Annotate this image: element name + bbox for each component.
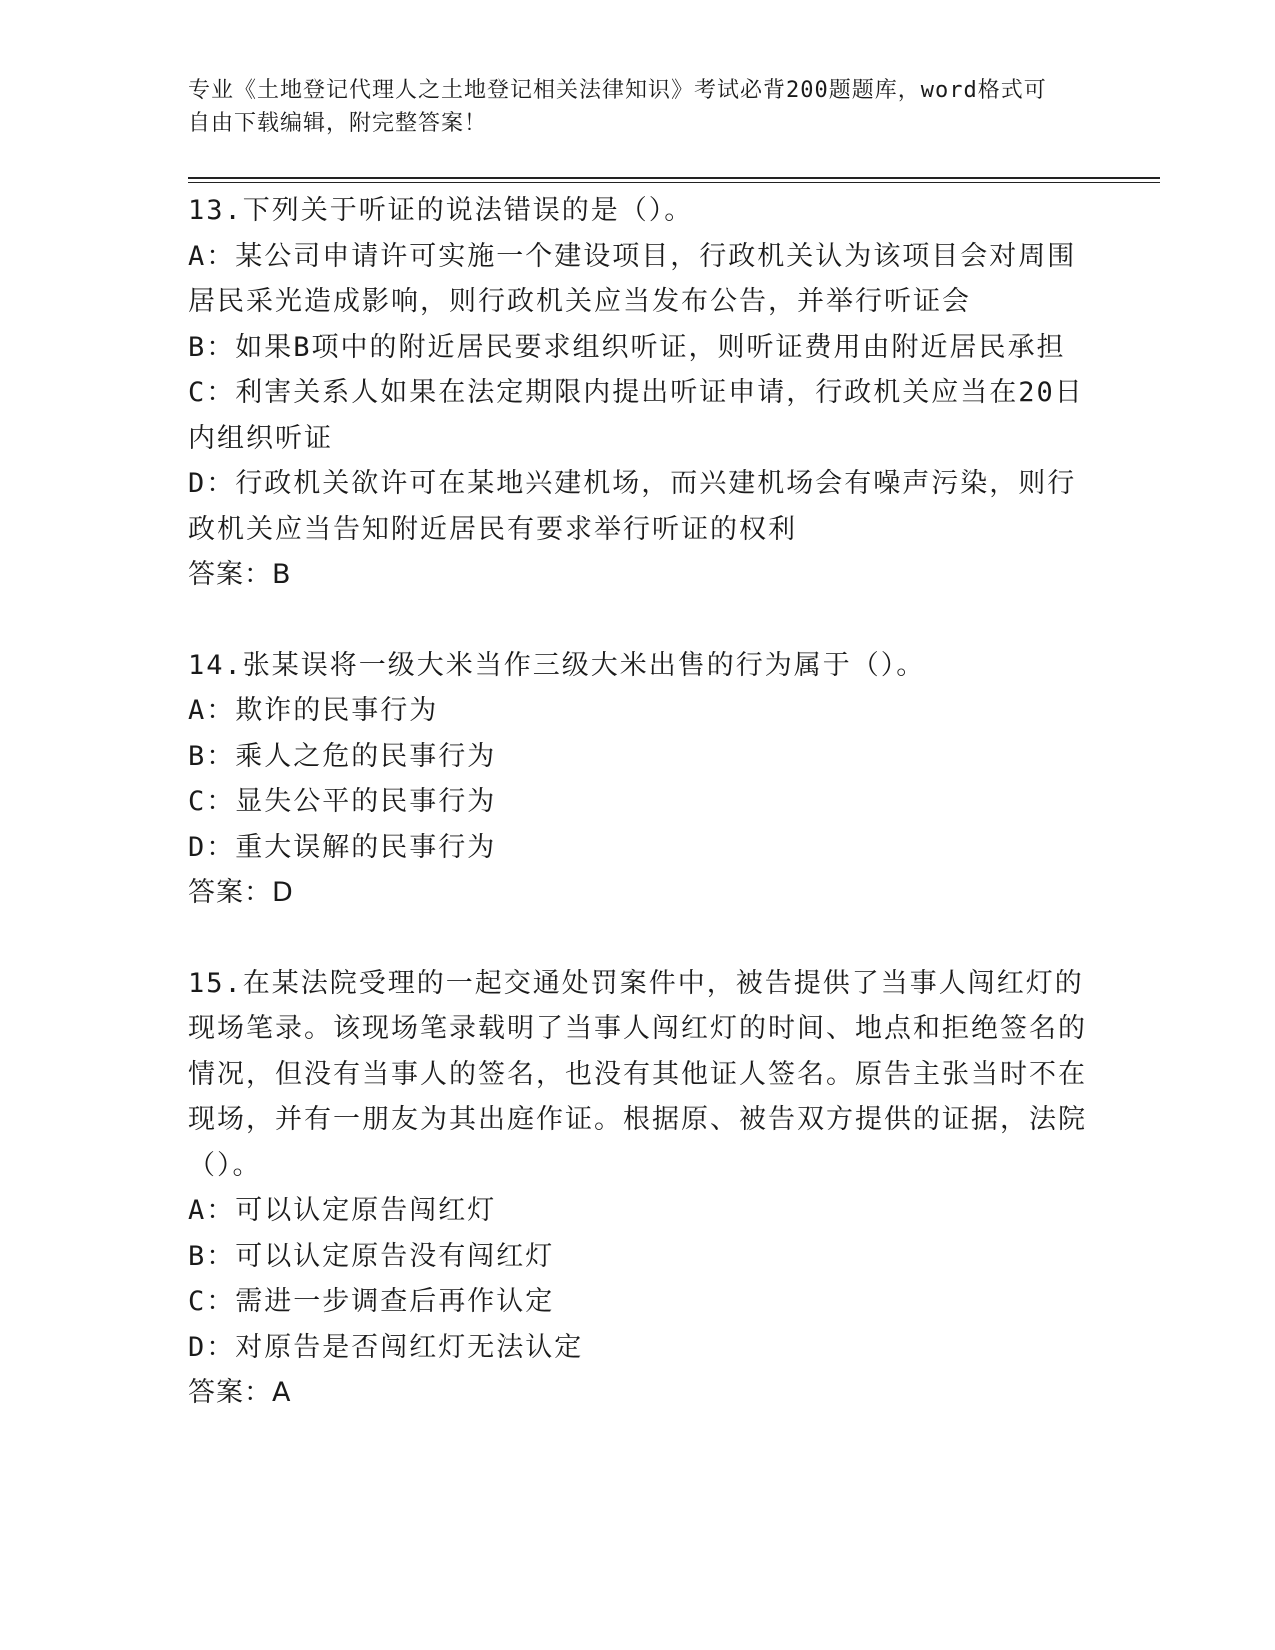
header-divider-thin xyxy=(188,182,1160,183)
question-spacer xyxy=(188,916,1088,961)
header-divider-thick xyxy=(188,177,1160,179)
question-spacer xyxy=(188,598,1088,643)
answer-text: 答案：D xyxy=(188,877,294,908)
option-c: C：需进一步调查后再作认定 xyxy=(188,1286,555,1317)
question-stem: 13.下列关于听证的说法错误的是（）。 xyxy=(188,195,694,226)
option-b: B：如果B项中的附近居民要求组织听证，则听证费用由附近居民承担 xyxy=(188,331,1066,363)
answer-text: 答案：B xyxy=(188,559,292,590)
answer-text: 答案：A xyxy=(188,1377,292,1408)
option-b: B：可以认定原告没有闯红灯 xyxy=(188,1240,555,1272)
question-13 xyxy=(188,188,1088,598)
option-d: D：对原告是否闯红灯无法认定 xyxy=(188,1331,584,1363)
document-header: 专业《土地登记代理人之土地登记相关法律知识》考试必背200题题库，word格式可自由下载编辑，附完整答案！ xyxy=(188,78,1047,136)
question-15 xyxy=(188,961,1088,1416)
option-d: D：重大误解的民事行为 xyxy=(188,831,497,863)
option-c: C：显失公平的民事行为 xyxy=(188,786,497,817)
question-stem: 15.在某法院受理的一起交通处罚案件中，被告提供了当事人闯红灯的现场笔录。该现场笔录载明了当事人闯红灯的时间、地点和拒绝签名的情况，但没有当事人的签名，也没有其他证人签名。原告主张当时不在现场，并有一朋友为其出庭作证。根据原、被告双方提供的证据，法院（）。 xyxy=(188,967,1087,1181)
question-stem: 14.张某误将一级大米当作三级大米出售的行为属于（）。 xyxy=(188,649,926,681)
option-c: C：利害关系人如果在法定期限内提出听证申请，行政机关应当在20日内组织听证 xyxy=(188,377,1084,454)
option-a: A：某公司申请许可实施一个建设项目，行政机关认为该项目会对周围居民采光造成影响，则行政机关应当发布公告，并举行听证会 xyxy=(188,240,1077,317)
option-a: A：可以认定原告闯红灯 xyxy=(188,1195,497,1226)
option-d: D：行政机关欲许可在某地兴建机场，而兴建机场会有噪声污染，则行政机关应当告知附近居民有要求举行听证的权利 xyxy=(188,468,1077,545)
question-list xyxy=(188,188,1088,1416)
question-14 xyxy=(188,643,1088,916)
option-b: B：乘人之危的民事行为 xyxy=(188,740,497,772)
option-a: A：欺诈的民事行为 xyxy=(188,695,439,726)
